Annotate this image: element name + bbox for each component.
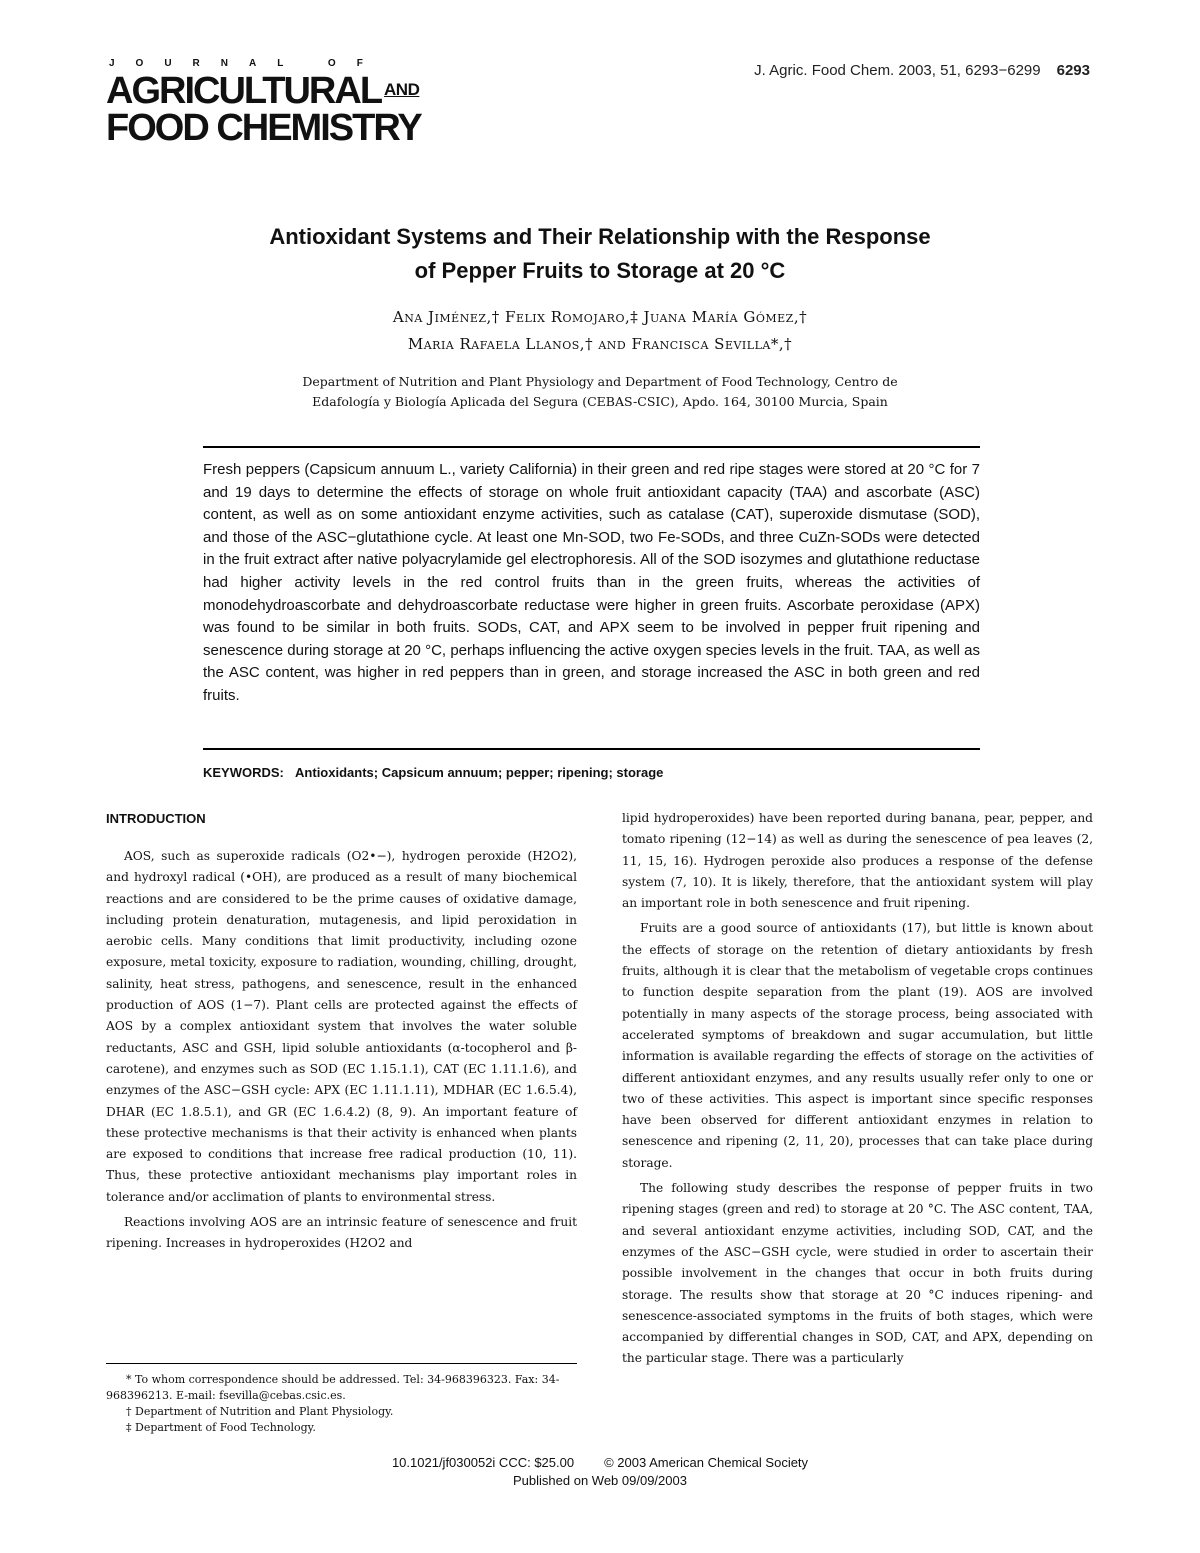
journal-name-and: AND bbox=[384, 80, 420, 99]
journal-of-label: JOURNAL OF bbox=[109, 58, 384, 69]
title-line-2: of Pepper Fruits to Storage at 20 °C bbox=[414, 258, 786, 283]
paragraph: lipid hydroperoxides) have been reported during banana, pear, pepper, and tomato ripening (12−14) as well as during the senescence of pea leaves (2, 11, 15, 16). Hydrogen peroxide also produces a response of the defense system (7, 10). It is likely, therefore, that the antioxidant system will play an important role in both senescence and fruit ripening. bbox=[622, 811, 1093, 911]
published-date: Published on Web 09/09/2003 bbox=[513, 1473, 687, 1488]
paragraph: Fruits are a good source of antioxidants (17), but little is known about the effects of storage on the retention of dietary antioxidants by fresh fruits, although it is clear that the metabolism of vegetable crops continues to function despite separation from the plant (19). AOS are involved potentially in many aspects of the storage process, being associated with accelerated symptoms of breakdown and sugar accumulation, but little information is available regarding the effects of storage on the activities of different antioxidant enzymes, and any results usually refer only to one or two of these activities. This aspect is important since specific responses have been observed for different antioxidant enzymes in relation to senescence and ripening (2, 11, 20), processes that can take place during storage. bbox=[622, 921, 1093, 1170]
page-footer bbox=[200, 1454, 1000, 1490]
authors-line-1: Ana Jiménez,† Felix Romojaro,‡ Juana María Gómez,† bbox=[392, 308, 808, 326]
authors-line-2: Maria Rafaela Llanos,† and Francisca Sevilla*,† bbox=[407, 335, 793, 353]
journal-name-line2: FOOD CHEMISTRY bbox=[106, 107, 421, 149]
article-title bbox=[150, 220, 1050, 288]
abstract-bottom-rule bbox=[203, 748, 980, 750]
paragraph: AOS, such as superoxide radicals (O2•−), hydrogen peroxide (H2O2), and hydroxyl radical (•OH), are produced as a result of many biochemical reactions and are considered to be the prime causes of oxidative damage, including protein denaturation, mutagenesis, and lipid peroxidation in aerobic cells. Many conditions that limit productivity, including ozone exposure, metal toxicity, exposure to radiation, wounding, chilling, drought, salinity, heat stress, pathogens, and senescence, result in the enhanced production of AOS (1−7). Plant cells are protected against the effects of AOS by a complex antioxidant system that involves the water soluble reductants, ASC and GSH, lipid soluble antioxidants (α-tocopherol and β-carotene), and enzymes such as SOD (EC 1.15.1.1), CAT (EC 1.11.1.6), and enzymes of the ASC−GSH cycle: APX (EC 1.11.1.11), MDHAR (EC 1.6.5.4), DHAR (EC 1.8.5.1), and GR (EC 1.6.4.2) (8, 9). An important feature of these protective mechanisms is that their activity is enhanced when plants are exposed to conditions that increase free radical production (10, 11). Thus, these protective antioxidant mechanisms play important roles in tolerance and/or acclimation of plants to environmental stress. bbox=[106, 849, 577, 1204]
author-list bbox=[150, 304, 1050, 358]
citation-header bbox=[754, 62, 1090, 79]
copyright-text: © 2003 American Chemical Society bbox=[604, 1455, 809, 1470]
title-line-1: Antioxidant Systems and Their Relationship with the Response bbox=[269, 224, 931, 249]
page-number: 6293 bbox=[1056, 62, 1090, 79]
journal-name-line1 bbox=[106, 70, 436, 112]
paragraph: The following study describes the response of pepper fruits in two ripening stages (green and red) to storage at 20 °C. The ASC content, TAA, and several antioxidant enzyme activities, including SOD, CAT, and the enzymes of the ASC−GSH cycle, were studied in order to ascertain their possible involvement in the changes that occur in both fruits during storage. The results show that storage at 20 °C induces ripening- and senescence-associated symptoms in the fruits of both stages, which were accompanied by differential changes in SOD, CAT, and APX, depending on the particular stage. There was a particularly bbox=[622, 1181, 1093, 1366]
abstract: Fresh peppers (Capsicum annuum L., variety California) in their green and red ripe stages were stored at 20 °C for 7 and 19 days to determine the effects of storage on whole fruit antioxidant capacity (TAA) and ascorbate (ASC) content, as well as on some antioxidant enzyme activities, such as catalase (CAT), superoxide dismutase (SOD), and those of the ASC−glutathione cycle. At least one Mn-SOD, two Fe-SODs, and three CuZn-SODs were detected in the fruit extract after native polyacrylamide gel electrophoresis. All of the SOD isozymes and glutathione reductase had higher activity levels in the red control fruits than in the green fruits, whereas the activities of monodehydroascorbate and dehydroascorbate reductase were higher in green fruits. Ascorbate peroxidase (APX) was found to be similar in both fruits. SODs, CAT, and APX seem to be involved in pepper fruit ripening and senescence during storage at 20 °C, perhaps influencing the active oxygen species levels in the fruit. TAA, as well as the ASC content, was higher in red peppers than in green, and storage increased the ASC in both green and red fruits. bbox=[203, 461, 980, 704]
affiliation bbox=[150, 372, 1050, 412]
introduction-heading: INTRODUCTION bbox=[106, 811, 206, 826]
right-column bbox=[622, 808, 1093, 1370]
citation-text: J. Agric. Food Chem. 2003, 51, 6293−6299 bbox=[754, 62, 1041, 79]
footnote-double-dagger: ‡ Department of Food Technology. bbox=[126, 1421, 316, 1434]
journal-logo bbox=[106, 58, 436, 147]
keywords-label: KEYWORDS: bbox=[203, 765, 284, 780]
footer-line-1 bbox=[200, 1454, 1000, 1472]
keywords bbox=[203, 765, 980, 780]
doi-text: 10.1021/jf030052i CCC: $25.00 bbox=[391, 1455, 575, 1470]
journal-name-agricultural: AGRICULTURAL bbox=[106, 70, 382, 112]
footnote-correspondence: * To whom correspondence should be addressed. Tel: 34-968396323. Fax: 34-968396213. E-mail: fsevilla@cebas.csic.es. bbox=[106, 1373, 560, 1402]
paragraph: Reactions involving AOS are an intrinsic feature of senescence and fruit ripening. Increases in hydroperoxides (H2O2 and bbox=[106, 1215, 577, 1251]
footnotes bbox=[106, 1363, 577, 1436]
affiliation-line-1: Department of Nutrition and Plant Physiology and Department of Food Technology, Centro de bbox=[302, 374, 898, 389]
left-column bbox=[106, 810, 577, 1255]
abstract-top-rule bbox=[203, 446, 980, 448]
keywords-text: Antioxidants; Capsicum annuum; pepper; ripening; storage bbox=[295, 765, 664, 780]
affiliation-line-2: Edafología y Biología Aplicada del Segura (CEBAS-CSIC), Apdo. 164, 30100 Murcia, Spain bbox=[312, 394, 888, 409]
footnote-dagger: † Department of Nutrition and Plant Physiology. bbox=[126, 1405, 394, 1418]
